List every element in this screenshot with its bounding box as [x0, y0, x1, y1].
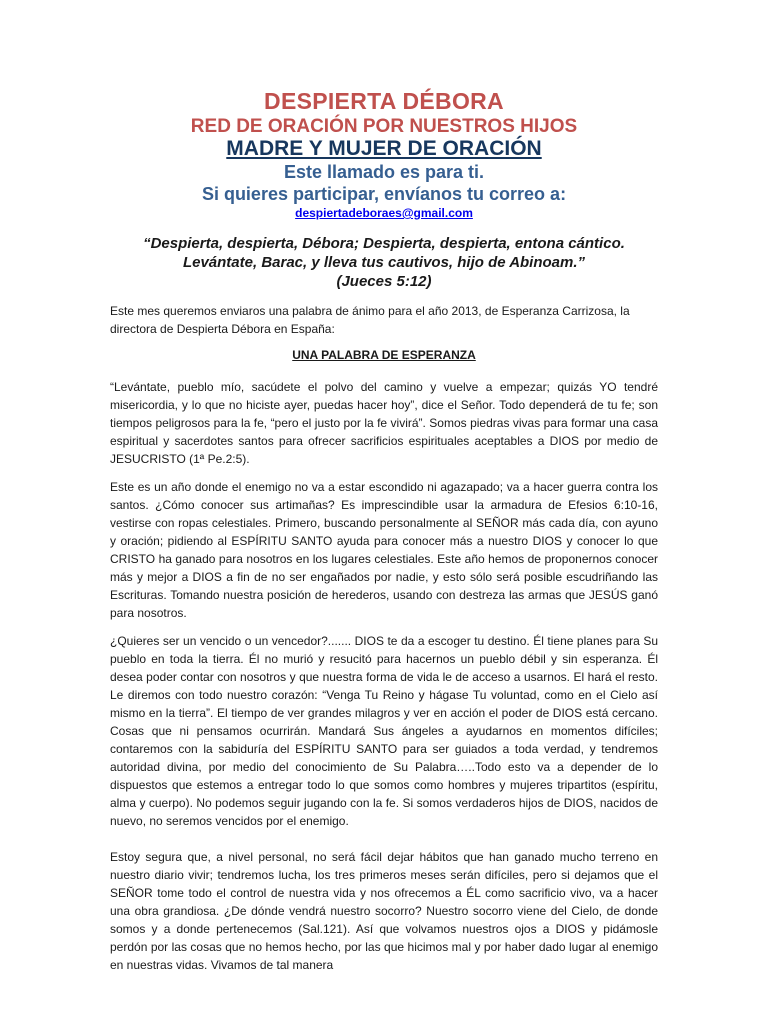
- email-link[interactable]: despiertadeboraes@gmail.com: [295, 206, 473, 220]
- network-subtitle: RED DE ORACIÓN POR NUESTROS HIJOS: [190, 116, 578, 137]
- paragraph-4: Estoy segura que, a nivel personal, no será fácil dejar hábitos que han ganado mucho terreno en nuestro diario vivir; tendremos lucha, los tres primeros meses serán difíciles, pero si dejamos que el SEÑOR tome todo el control de nuestra vida y nos ofrecemos a ÉL como sacrificio vivo, va a hacer una obra grandiosa. ¿De dónde vendrá nuestro socorro? Nuestro socorro viene del Cielo, de donde somos y a donde pertenecemos (Sal.121). Así que volvamos nuestros ojos a DIOS y pidámosle perdón por las cosas que no hemos hecho, por las que hicimos mal y por haber dado lugar al enemigo en nuestras vidas. Vivamos de tal manera: [110, 850, 658, 972]
- paragraph-3: ¿Quieres ser un vencido o un vencedor?....... DIOS te da a escoger tu destino. Él tiene planes para Su pueblo en toda la tierra. Él no murió y resucitó para hacernos un pueblo débil y sin esperanza. Él desea poder contar con nosotros y que nuestra forma de vida le de acceso a usarnos. El hará el resto. Le diremos con todo nuestro corazón: “Venga Tu Reino y hágase Tu voluntad, como en el Cielo así mismo en la tierra”. El tiempo de ver grandes milagros y ver en acción el poder de DIOS está cercano. Cosas que ni pensamos ocurrirán. Mandará Sus ángeles a ayudarnos en momentos difíciles; contaremos con la sabiduría del ESPÍRITU SANTO para ser guiados a toda verdad, y tendremos autoridad divina, por medio del conocimiento de Su Palabra…..Todo esto va a depender de lo dispuestos que estemos a entregar todo lo que somos como hombres y mujeres tripartitos (espíritu, alma y cuerpo). No podemos seguir jugando con la fe. Si somos verdaderos hijos de DIOS, nacidos de nuevo, no seremos vencidos por el enemigo.: [110, 634, 658, 828]
- paragraph-2: Este es un año donde el enemigo no va a estar escondido ni agazapado; va a hacer guerra contra los santos. ¿Cómo conocer sus artimañas? Es imprescindible usar la armadura de Efesios 6:10-16, vestirse con ropas celestiales. Primero, buscando personalmente al SEÑOR más cada día, con ayuno y oración; pidiendo al ESPÍRITU SANTO ayuda para conocer más a nuestro DIOS y conocer lo que CRISTO ha ganado para nosotros en los lugares celestiales. Este año hemos de proponernos conocer más y mejor a DIOS a fin de no ser engañados por nadie, y esto sólo será posible escudriñando las Escrituras. Tomando nuestra posición de herederos, usando con destreza las armas que JESÚS ganó para nosotros.: [110, 480, 658, 620]
- bible-verse: [110, 234, 658, 291]
- page-title: DESPIERTA DÉBORA: [264, 88, 504, 114]
- invitation-block: [0, 161, 768, 205]
- tagline-heading: MADRE Y MUJER DE ORACIÓN: [226, 137, 542, 160]
- verse-reference: (Jueces 5:12): [336, 273, 432, 290]
- intro-paragraph: Este mes queremos enviaros una palabra de ánimo para el año 2013, de Esperanza Carrizosa, la directora de Despierta Débora en España:: [110, 304, 630, 336]
- section-heading: UNA PALABRA DE ESPERANZA: [292, 348, 476, 362]
- invitation-line-1: Este llamado es para ti.: [283, 162, 485, 182]
- invitation-line-2: Si quieres participar, envíanos tu correo a:: [201, 184, 567, 204]
- paragraph-1: “Levántate, pueblo mío, sacúdete el polvo del camino y vuelve a empezar; quizás YO tendré misericordia, y lo que no hiciste ayer, puedas hacer hoy”, dice el Señor. Todo dependerá de tu fe; son tiempos peligrosos para la fe, “pero el justo por la fe vivirá”. Somos piedras vivas para formar una casa espiritual y sacerdotes santos para ofrecer sacrificios espirituales aceptables a DIOS por medio de JESUCRISTO (1ª Pe.2:5).: [110, 380, 658, 466]
- verse-text: “Despierta, despierta, Débora; Despierta, despierta, entona cántico. Levántate, Barac, y lleva tus cautivos, hijo de Abinoam.”: [143, 235, 625, 271]
